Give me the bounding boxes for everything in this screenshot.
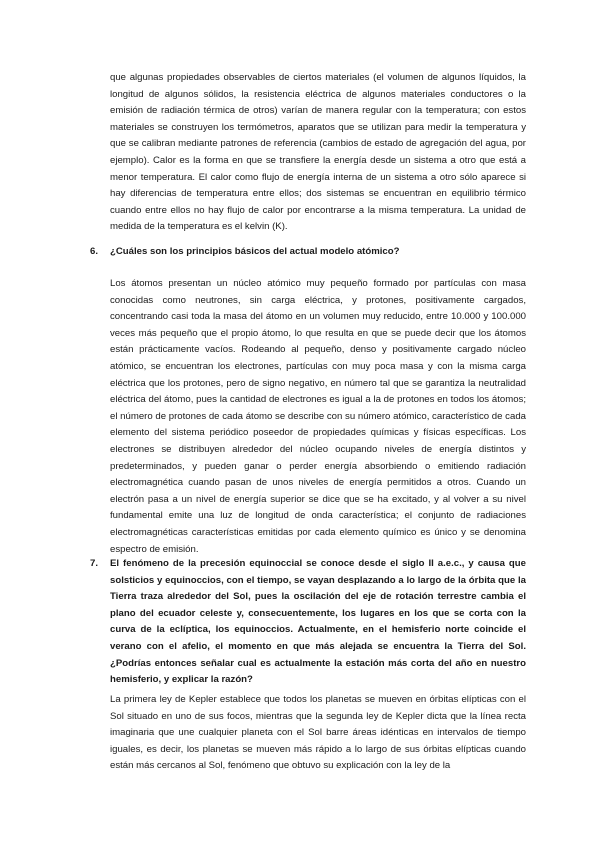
question-6-number: 6. <box>90 246 99 257</box>
question-7-answer: La primera ley de Kepler establece que todos los planetas se mueven en órbitas elípticas con el Sol situado en uno de sus focos, mientras que la segunda ley de Kepler dicta que la línea recta imaginaria que une cualquier planeta con el Sol barre áreas idénticas en intervalos de tiempo iguales, es decir, los planetas se mueven más rápido a lo largo de sus órbitas elípticas cuando están más cercanos al Sol, fenómeno que obtuvo su explicación con la ley de la <box>110 694 526 772</box>
continuation-paragraph: que algunas propiedades observables de ciertos materiales (el volumen de algunos líquidos, la longitud de algunos sólidos, la resistencia eléctrica de algunos materiales conductores o la emisión de radiación térmica de otros) varían de manera regular con la temperatura; con estos materiales se construyen los termómetros, aparatos que se utilizan para medir la temperatura y que se calibran mediante patrones de referencia (cambios de estado de agregación del agua, por ejemplo). Calor es la forma en que se transfiere la energía desde un sistema a otro que está a menor temperatura. El calor como flujo de energía interna de un sistema a otro sólo aparece si hay diferencias de temperatura entre ellos; dos sistemas se encuentran en equilibrio térmico cuando entre ellos no hay flujo de calor por encontrarse a la misma temperatura. La unidad de medida de la temperatura es el kelvin (K). <box>110 72 526 233</box>
question-6-heading: ¿Cuáles son los principios básicos del actual modelo atómico? <box>110 246 400 257</box>
question-7-heading: El fenómeno de la precesión equinoccial se conoce desde el siglo II a.e.c., y causa que solsticios y equinoccios, con el tiempo, se vayan desplazando a lo largo de la órbita que la Tierra traza alrededor del Sol, pues la oscilación del eje de rotación terrestre cambia el plano del ecuador celeste y, consecuentemente, los lugares en los que se corta con la curva de la eclíptica, los equinoccios. Actualmente, en el hemisferio norte coincide el verano con el afelio, el momento en que más alejada se encuentra la Tierra del Sol. ¿Podrías entonces señalar cual es actualmente la estación más corta del año en nuestro hemisferio, y explicar la razón? <box>110 558 526 686</box>
question-6-answer: Los átomos presentan un núcleo atómico muy pequeño formado por partículas con masa conocidas como neutrones, sin carga eléctrica, y protones, positivamente cargados, concentrando casi toda la masa del átomo en un volumen muy reducido, entre 10.000 y 100.000 veces más pequeño que el propio átomo, lo que resulta en que se puede decir que los átomos están prácticamente vacíos. Rodeando al pequeño, denso y positivamente cargado núcleo atómico, se encuentran los electrones, partículas con muy poca masa y con la misma carga eléctrica que los protones, pero de signo negativo, en número tal que se garantiza la neutralidad eléctrica del átomo, pues la cantidad de electrones es igual a la de protones en todos los átomos; el número de protones de cada átomo se describe con su número atómico, característico de cada elemento del sistema periódico poseedor de propiedades químicas y físicas específicas. Los electrones se distribuyen alrededor del núcleo ocupando niveles de energía distintos y predeterminados, y pueden ganar o perder energía absorbiendo o emitiendo radiación electromagnética cuando pasan de unos niveles de energía permitidos a otros. Cuando un electrón pasa a un nivel de energía superior se dice que se ha excitado, y al volver a su nivel fundamental emite una luz de longitud de onda característica; el conjunto de radiaciones electromagnéticas características emitidas por cada elemento químico es único y se denomina espectro de emisión. <box>110 278 526 555</box>
question-7-number: 7. <box>90 558 99 569</box>
